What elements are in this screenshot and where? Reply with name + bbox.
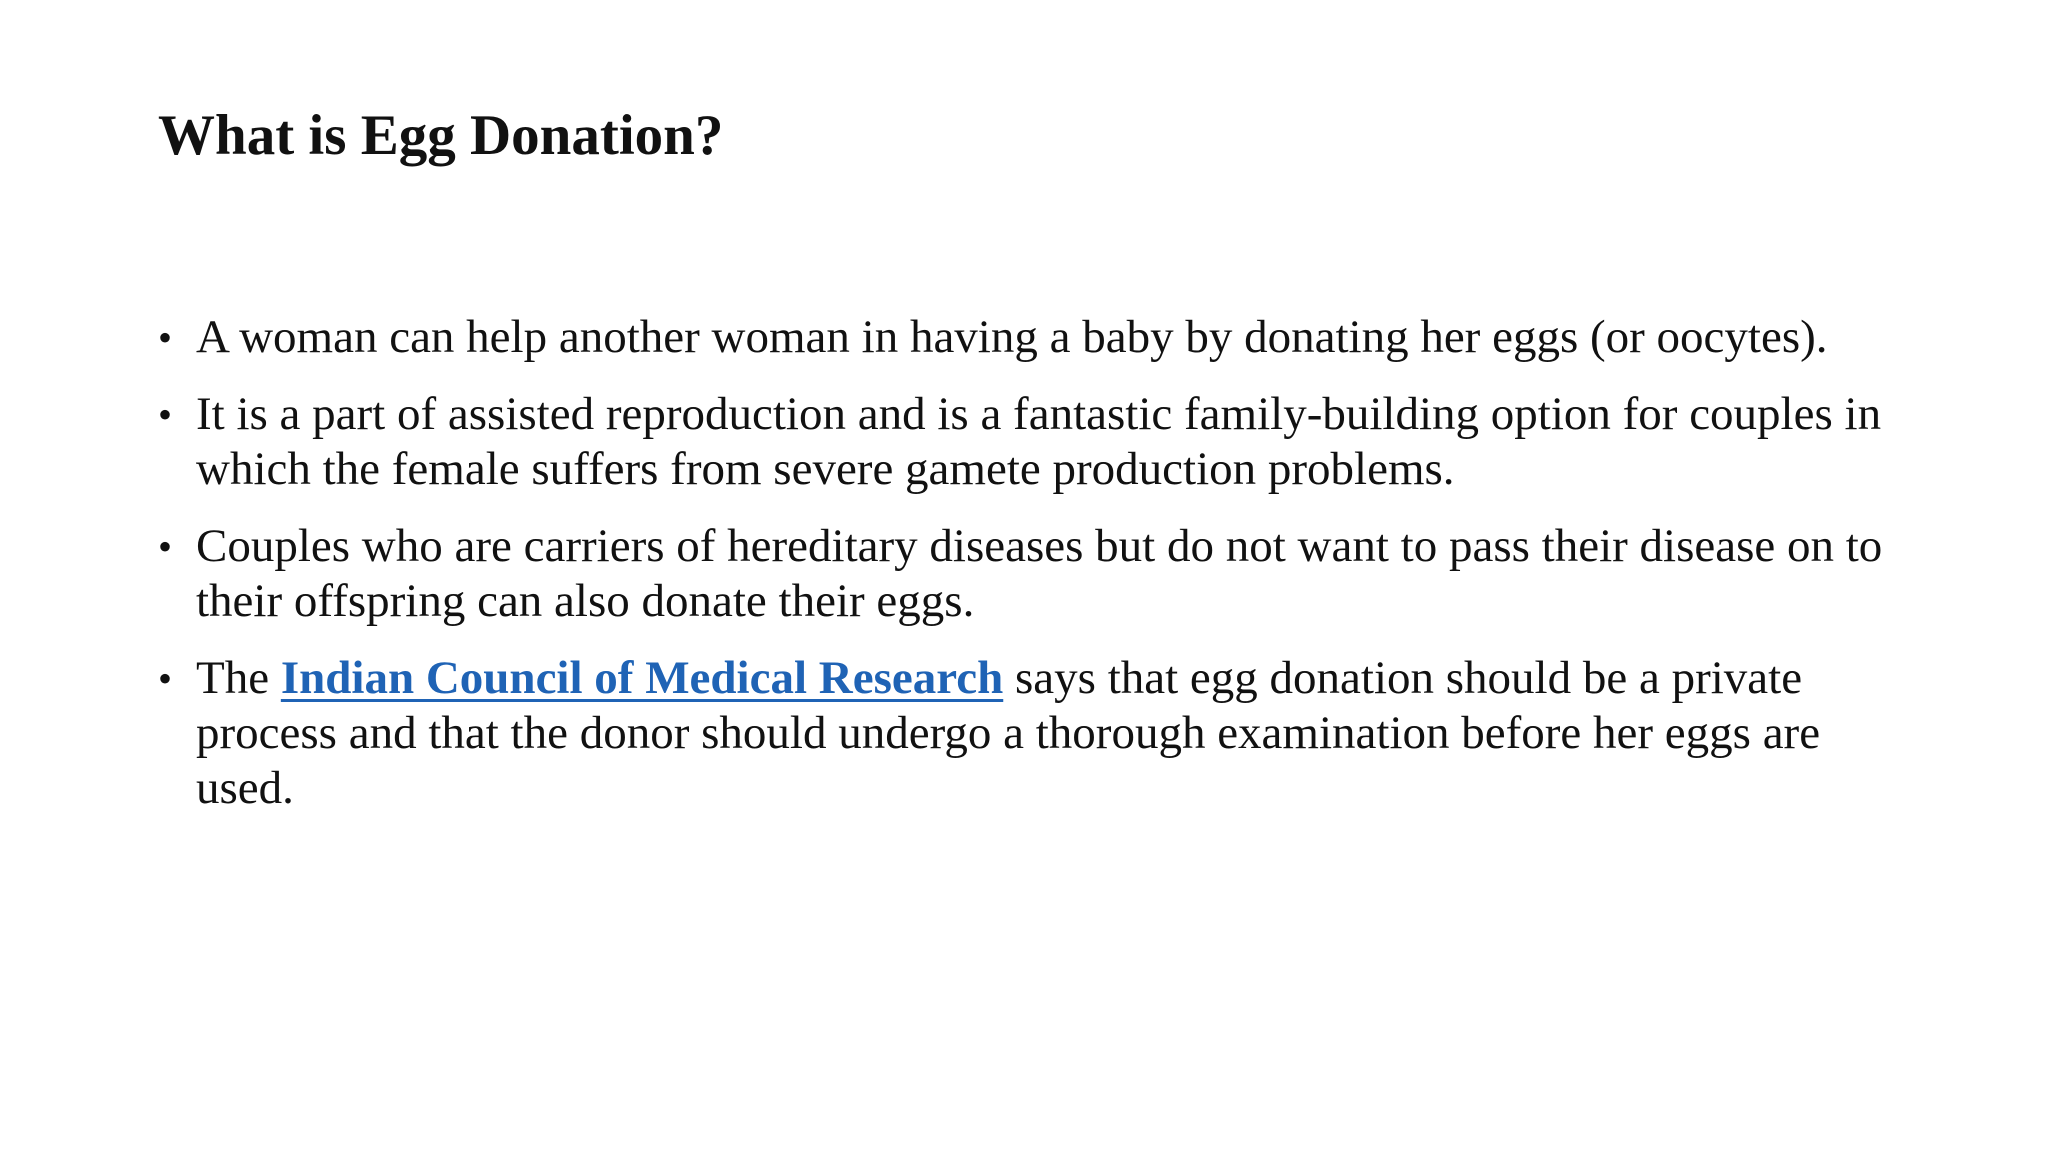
bullet-dot-icon: • [158, 392, 173, 437]
bullet-dot-icon: • [158, 656, 173, 701]
bullet-text-suffix: says that egg donation should be a private process and that the donor should undergo a thorough examination before her eggs are used. [196, 652, 1821, 814]
bullet-item-egg-donation-definition [158, 310, 1898, 365]
slide-title: What is Egg Donation? [158, 104, 724, 167]
bullet-dot-icon: • [158, 315, 173, 360]
bullet-item-assisted-reproduction [158, 387, 1898, 497]
bullet-item-icmr-guidance [158, 651, 1898, 816]
bullet-text: It is a part of assisted reproduction and is a fantastic family-building option for couples in which the female suffers from severe gamete production problems. [196, 388, 1882, 495]
icmr-link[interactable]: Indian Council of Medical Research [280, 652, 1004, 704]
bullet-text: Couples who are carriers of hereditary diseases but do not want to pass their disease on to their offspring can also donate their eggs. [196, 520, 1883, 627]
bullet-list [158, 310, 1898, 838]
bullet-dot-icon: • [158, 524, 173, 569]
bullet-text: A woman can help another woman in having a baby by donating her eggs (or oocytes). [196, 311, 1828, 363]
bullet-item-hereditary-diseases [158, 519, 1898, 629]
bullet-text-prefix: The [196, 652, 281, 704]
